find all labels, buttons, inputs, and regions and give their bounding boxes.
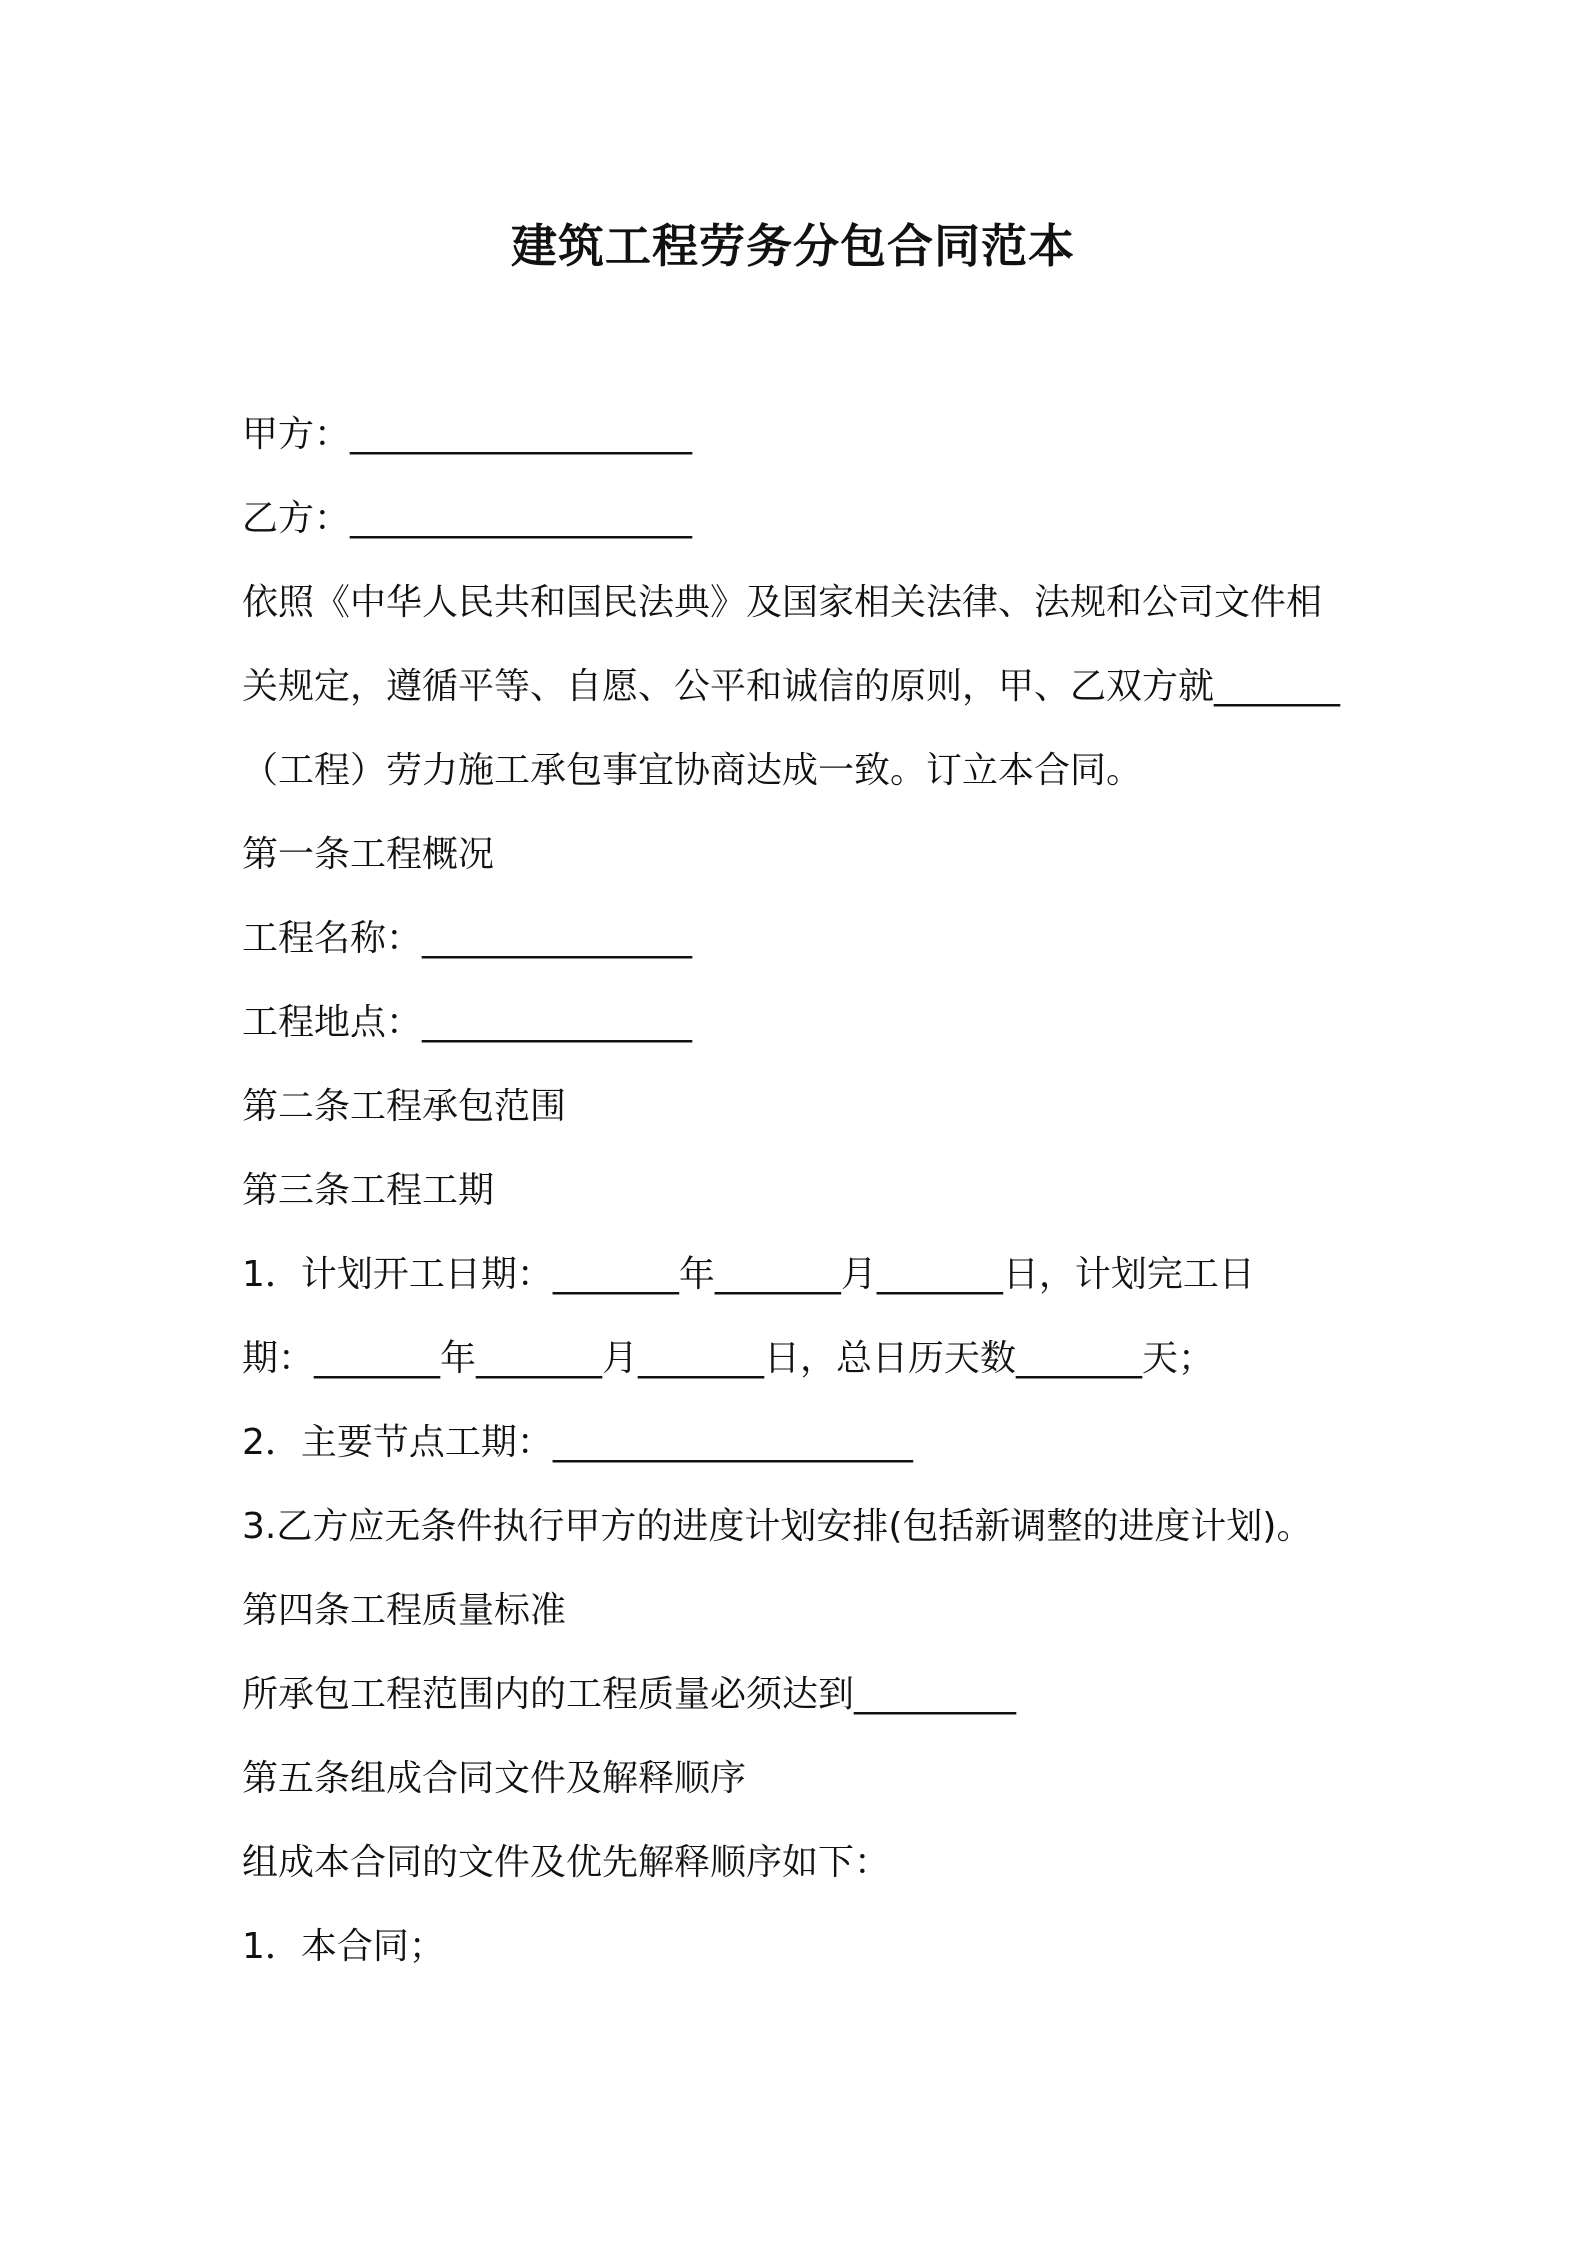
- party-b-line: 乙方：___________________: [242, 498, 693, 539]
- article-3-heading: 第三条工程工期: [242, 1170, 495, 1211]
- preamble-line-1: 依照《中华人民共和国民法典》及国家相关法律、法规和公司文件相: [242, 582, 1323, 623]
- documents-order-line: 组成本合同的文件及优先解释顺序如下：: [242, 1842, 891, 1883]
- article-2-heading: 第二条工程承包范围: [242, 1086, 567, 1127]
- milestone-line: 2．主要节点工期：____________________: [242, 1422, 913, 1463]
- article-4-heading: 第四条工程质量标准: [242, 1590, 567, 1631]
- preamble-line-3: （工程）劳力施工承包事宜协商达成一致。订立本合同。: [242, 750, 1143, 791]
- project-name-line: 工程名称：_______________: [242, 918, 693, 959]
- document-item-1: 1．本合同；: [242, 1926, 445, 1967]
- progress-plan-line: 3.乙方应无条件执行甲方的进度计划安排(包括新调整的进度计划)。: [242, 1506, 1313, 1547]
- party-a-line: 甲方：___________________: [242, 414, 693, 455]
- schedule-line-2: 期：_______年_______月_______日，总日历天数_______天；: [242, 1338, 1215, 1379]
- article-5-heading: 第五条组成合同文件及解释顺序: [242, 1758, 747, 1799]
- quality-standard-line: 所承包工程范围内的工程质量必须达到_________: [242, 1674, 1017, 1715]
- document-title: 建筑工程劳务分包合同范本: [511, 219, 1075, 273]
- article-1-heading: 第一条工程概况: [242, 834, 495, 875]
- project-location-line: 工程地点：_______________: [242, 1002, 693, 1043]
- schedule-line-1: 1．计划开工日期：_______年_______月_______日，计划完工日: [242, 1254, 1255, 1295]
- preamble-line-2: 关规定，遵循平等、自愿、公平和诚信的原则，甲、乙双方就_______: [242, 666, 1341, 707]
